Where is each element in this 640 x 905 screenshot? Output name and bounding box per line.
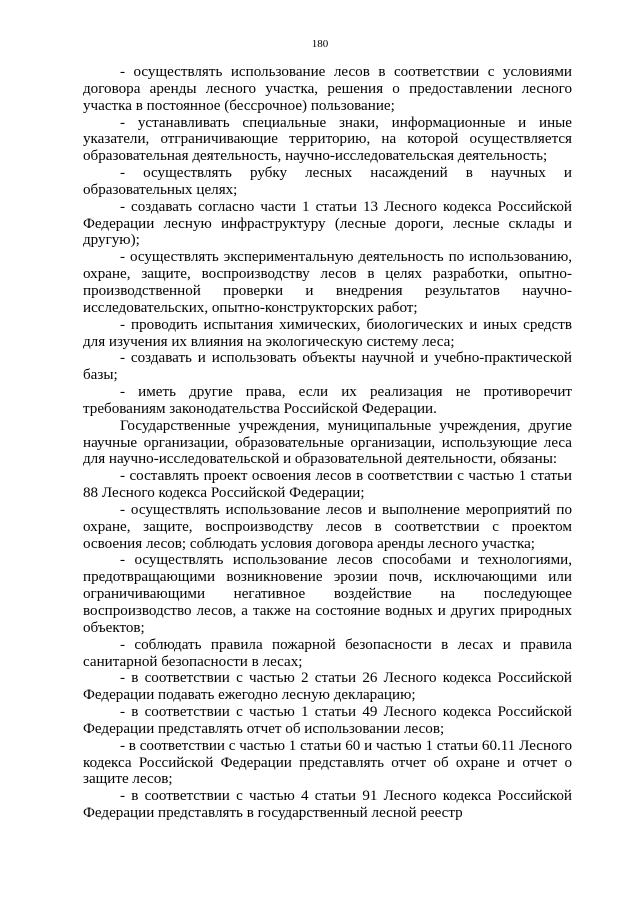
paragraph: - осуществлять использование лесов и выполнение мероприятий по охране, защите, воспроизводству лесов в соответствии с проектом освоения лесов; соблюдать условия договора аренды лесного участка; (83, 501, 572, 552)
paragraph: - осуществлять экспериментальную деятельность по использованию, охране, защите, воспроизводству лесов в целях разработки, опытно-производственной проверки и внедрения результатов научно-исследовательских, опытно-конструкторских работ; (83, 249, 572, 316)
paragraph: - осуществлять использование лесов в соответствии с условиями договора аренды лесного участка, решения о предоставлении лесного участка в постоянное (бессрочное) пользование; (83, 64, 572, 114)
paragraph: - в соответствии с частью 1 статьи 49 Лесного кодекса Российской Федерации представлять отчет об использовании лесов; (83, 704, 572, 737)
paragraph: - осуществлять использование лесов способами и технологиями, предотвращающими возникновение эрозии почв, исключающими или ограничивающими негативное воздействие на последующее воспроизводство лесов, а также на состояние водных и других природных объектов; (83, 552, 572, 636)
paragraph: - в соответствии с частью 4 статьи 91 Лесного кодекса Российской Федерации представлять в государственный лесной реестр (83, 788, 572, 822)
paragraph: - создавать согласно части 1 статьи 13 Лесного кодекса Российской Федерации лесную инфраструктуру (лесные дороги, лесные склады и другую); (83, 198, 572, 249)
paragraph: - создавать и использовать объекты научной и учебно-практической базы; (83, 350, 572, 384)
document-body (83, 64, 572, 822)
paragraph: - составлять проект освоения лесов в соответствии с частью 1 статьи 88 Лесного кодекса Российской Федерации; (83, 468, 572, 502)
paragraph: - осуществлять рубку лесных насаждений в научных и образовательных целях; (83, 165, 572, 198)
paragraph: - в соответствии с частью 2 статьи 26 Лесного кодекса Российской Федерации подавать ежегодно лесную декларацию; (83, 670, 572, 704)
paragraph: - соблюдать правила пожарной безопасности в лесах и правила санитарной безопасности в лесах; (83, 636, 572, 670)
paragraph: Государственные учреждения, муниципальные учреждения, другие научные организации, образовательные организации, использующие леса для научно-исследовательской и образовательной деятельности, обязаны: (83, 417, 572, 468)
paragraph: - устанавливать специальные знаки, информационные и иные указатели, отграничивающие территорию, на которой осуществляется образовательная деятельность, научно-исследовательская деятельность; (83, 114, 572, 165)
paragraph: - иметь другие права, если их реализация не противоречит требованиям законодательства Российской Федерации. (83, 384, 572, 417)
page-number: 180 (311, 38, 329, 50)
paragraph: - проводить испытания химических, биологических и иных средств для изучения их влияния на экологическую систему леса; (83, 316, 572, 350)
paragraph: - в соответствии с частью 1 статьи 60 и частью 1 статьи 60.11 Лесного кодекса Российской Федерации представлять отчет об охране и отчет о защите лесов; (83, 737, 572, 788)
